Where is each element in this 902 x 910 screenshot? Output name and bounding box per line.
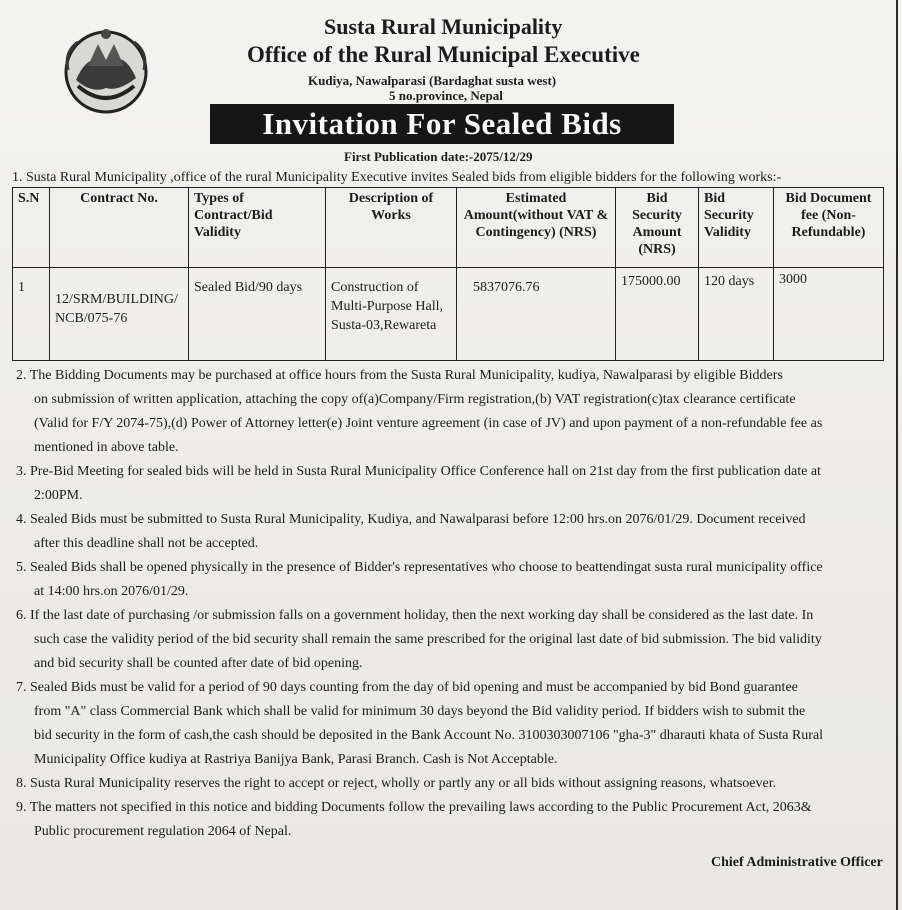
clause-7 xyxy=(16,676,900,772)
clause-2 xyxy=(16,364,900,460)
clause-8 xyxy=(16,772,900,796)
cell-security-validity: 120 days xyxy=(699,268,774,361)
clause-line: after this deadline shall not be accepted. xyxy=(34,536,259,551)
clause-line: 2:00PM. xyxy=(34,488,83,503)
clause-4 xyxy=(16,508,900,556)
cell-contract-type: Sealed Bid/90 days xyxy=(189,268,326,361)
clause-line: at 14:00 hrs.on 2076/01/29. xyxy=(34,584,189,599)
clause-6 xyxy=(16,604,900,676)
header-document-fee: Bid Document fee (Non-Refundable) xyxy=(774,188,884,268)
header-security-amount: Bid Security Amount (NRS) xyxy=(616,188,699,268)
bid-works-table xyxy=(12,187,884,361)
clause-line: Municipality Office kudiya at Rastriya Banijya Bank, Parasi Branch. Cash is Not Acceptable. xyxy=(34,752,558,767)
header-security-validity: Bid Security Validity xyxy=(699,188,774,268)
office-name: Office of the Rural Municipal Executive xyxy=(247,42,640,67)
clause-line: 4. Sealed Bids must be submitted to Susta Rural Municipality, Kudiya, and Nawalparasi before 12:00 hrs.on 2076/01/29. Document received xyxy=(16,512,806,527)
table-header-row xyxy=(13,188,884,268)
clause-9 xyxy=(16,796,900,844)
header-sn: S.N xyxy=(13,188,50,268)
clause-line: 9. The matters not specified in this notice and bidding Documents follow the prevailing laws according to the Public Procurement Act, 2063& xyxy=(16,800,812,815)
intro-clause: 1. Susta Rural Municipality ,office of the rural Municipality Executive invites Sealed bids from eligible bidders for the following works:- xyxy=(12,170,782,185)
notice-clauses xyxy=(16,364,900,844)
first-publication-date: First Publication date:-2075/12/29 xyxy=(344,149,533,164)
page-edge-line xyxy=(896,0,898,910)
cell-contract-no: 12/SRM/BUILDING/ NCB/075-76 xyxy=(50,268,189,361)
cell-document-fee: 3000 xyxy=(774,268,884,361)
clause-line: 2. The Bidding Documents may be purchased at office hours from the Susta Rural Municipality, kudiya, Nawalparasi by eligible Bidders xyxy=(16,368,783,383)
clause-3 xyxy=(16,460,900,508)
clause-5 xyxy=(16,556,900,604)
header-description: Description of Works xyxy=(326,188,457,268)
address-line-1: Kudiya, Nawalparasi (Bardaghat susta west) xyxy=(308,73,557,88)
header-contract-type: Types of Contract/Bid Validity xyxy=(189,188,326,268)
clause-line: mentioned in above table. xyxy=(34,440,179,455)
clause-line: on submission of written application, attaching the copy of(a)Company/Firm registration,(b) VAT registration(c)tax clearance certificate xyxy=(34,392,796,407)
clause-line: from "A" class Commercial Bank which shall be valid for minimum 30 days beyond the Bid validity period. If bidders wish to submit the xyxy=(34,704,806,719)
clause-line: 7. Sealed Bids must be valid for a period of 90 days counting from the day of bid opening and must be accompanied by bid Bond guarantee xyxy=(16,680,798,695)
cell-security-amount: 175000.00 xyxy=(616,268,699,361)
nepal-emblem-logo xyxy=(58,22,154,118)
header-estimated-amount: Estimated Amount(without VAT & Contingency) (NRS) xyxy=(457,188,616,268)
cell-estimated-amount: 5837076.76 xyxy=(457,268,616,361)
clause-line: 3. Pre-Bid Meeting for sealed bids will be held in Susta Rural Municipality Office Conference hall on 21st day from the first publication date at xyxy=(16,464,821,479)
clause-line: bid security in the form of cash,the cash should be deposited in the Bank Account No. 3100303007106 "gha-3" dharauti khata of Susta Rural xyxy=(34,728,824,743)
clause-line: Public procurement regulation 2064 of Nepal. xyxy=(34,824,292,839)
header-contract-no: Contract No. xyxy=(50,188,189,268)
notice-title-banner: Invitation For Sealed Bids xyxy=(210,104,674,144)
clause-line: such case the validity period of the bid security shall remain the same prescribed for the original last date of bid submission. The bid validity xyxy=(34,632,822,647)
cell-description: Construction of Multi-Purpose Hall, Susta-03,Rewareta xyxy=(326,268,457,361)
table-row xyxy=(13,268,884,361)
clause-line: 6. If the last date of purchasing /or submission falls on a government holiday, then the next working day shall be considered as the last date. In xyxy=(16,608,814,623)
address-line-2: 5 no.province, Nepal xyxy=(389,88,503,103)
cell-sn: 1 xyxy=(13,268,50,361)
clause-line: 5. Sealed Bids shall be opened physically in the presence of Bidder's representatives who choose to beattendingat susta rural municipality office xyxy=(16,560,823,575)
clause-line: and bid security shall be counted after date of bid opening. xyxy=(34,656,363,671)
clause-line: (Valid for F/Y 2074-75),(d) Power of Attorney letter(e) Joint venture agreement (in case of JV) and upon payment of a non-refundable fee as xyxy=(34,416,823,431)
signature-title: Chief Administrative Officer xyxy=(711,855,883,870)
municipality-name: Susta Rural Municipality xyxy=(324,14,563,39)
clause-line: 8. Susta Rural Municipality reserves the right to accept or reject, wholly or partly any or all bids without assigning reasons, whatsoever. xyxy=(16,776,777,791)
